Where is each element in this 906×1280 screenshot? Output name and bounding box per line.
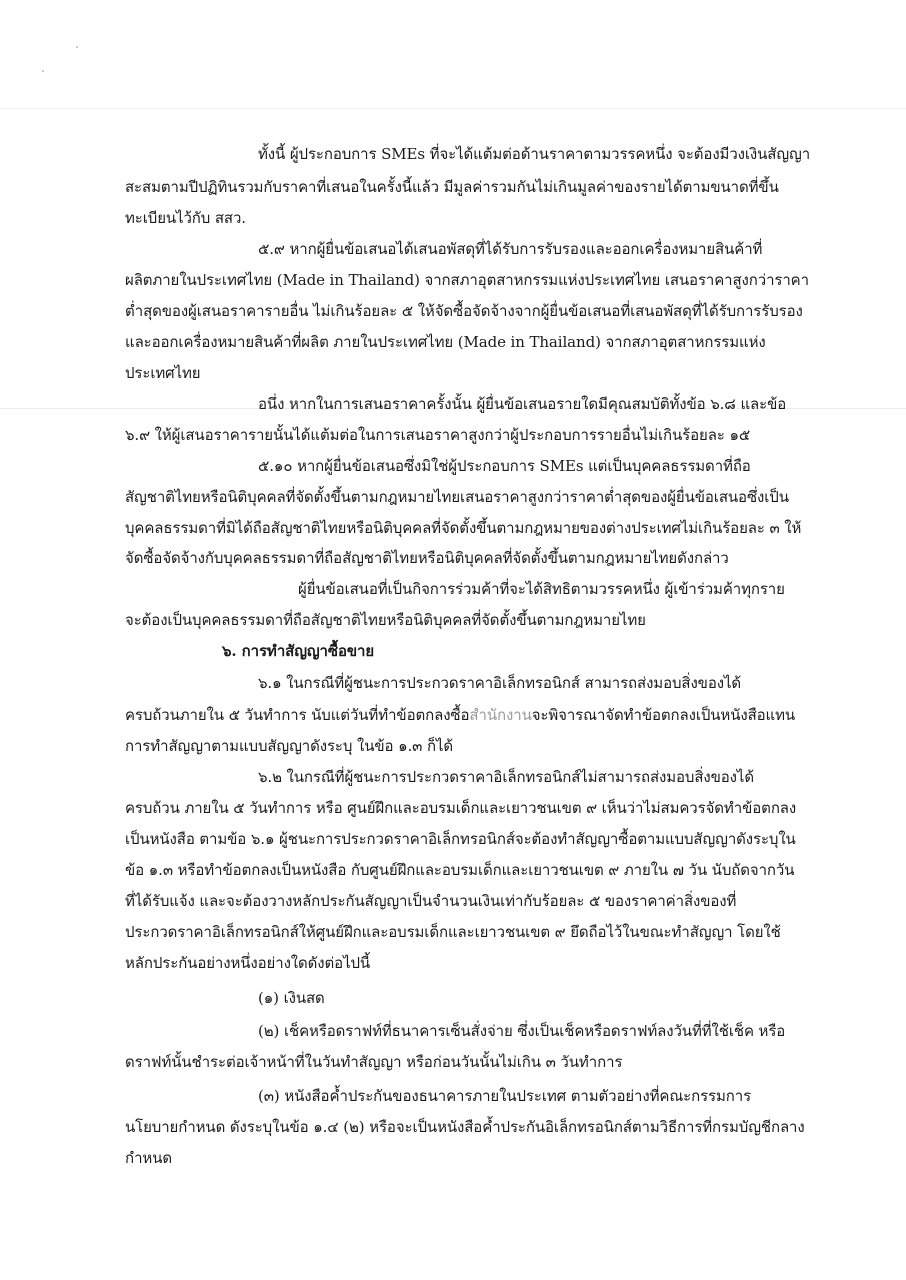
text-line: นโยบายกำหนด ดังระบุในข้อ ๑.๔ (๒) หรือจะเป็นหนังสือค้ำประกันอิเล็กทรอนิกส์ตามวิธีการที่กรมบัญชีกลาง <box>125 1118 805 1136</box>
text-line: ๕.๙ หากผู้ยื่นข้อเสนอได้เสนอพัสดุที่ได้รับการรับรองและออกเครื่องหมายสินค้าที่ <box>258 240 763 258</box>
text-line: (๓) หนังสือค้ำประกันของธนาคารภายในประเทศ ตามตัวอย่างที่คณะกรรมการ <box>258 1087 752 1105</box>
text-segment: ครบถ้วนภายใน ๕ วันทำการ นับแต่วันที่ทำข้อตกลงซื้อ <box>125 706 470 724</box>
text-line: การทำสัญญาตามแบบสัญญาดังระบุ ในข้อ ๑.๓ ก็ได้ <box>125 737 454 755</box>
text-line: จะต้องเป็นบุคคลธรรมดาที่ถือสัญชาติไทยหรือนิติบุคคลที่จัดตั้งขึ้นตามกฎหมายไทย <box>125 611 646 629</box>
text-line: และออกเครื่องหมายสินค้าที่ผลิต ภายในประเทศไทย (Made in Thailand) จากสภาอุตสาหกรรมแห่ง <box>125 333 766 351</box>
text-line: ข้อ ๑.๓ หรือทำข้อตกลงเป็นหนังสือ กับศูนย์ฝึกและอบรมเด็กและเยาวชนเขต ๙ ภายใน ๗ วัน นับถัดจากวัน <box>125 861 795 879</box>
text-line: ๕.๑๐ หากผู้ยื่นข้อเสนอซึ่งมิใช่ผู้ประกอบการ SMEs แต่เป็นบุคคลธรรมดาที่ถือ <box>258 457 751 475</box>
text-line: สัญชาติไทยหรือนิติบุคคลที่จัดตั้งขึ้นตามกฎหมายไทยเสนอราคาสูงกว่าราคาต่ำสุดของผู้ยื่นข้อเสนอซึ่งเป็น <box>125 488 789 506</box>
scan-speck <box>42 70 44 72</box>
text-line: บุคคลธรรมดาที่มิได้ถือสัญชาติไทยหรือนิติบุคคลที่จัดตั้งขึ้นตามกฎหมายของต่างประเทศไม่เกินร้อยละ ๓ ให้ <box>125 519 802 537</box>
text-line: จัดซื้อจัดจ้างกับบุคคลธรรมดาที่ถือสัญชาติไทยหรือนิติบุคคลที่จัดตั้งขึ้นตามกฎหมายไทยดังกล่าว <box>125 549 729 567</box>
text-line: ที่ได้รับแจ้ง และจะต้องวางหลักประกันสัญญาเป็นจำนวนเงินเท่ากับร้อยละ ๕ ของราคาค่าสิ่งของที่ <box>125 892 737 910</box>
text-line: ๖.๒ ในกรณีที่ผู้ชนะการประกวดราคาอิเล็กทรอนิกส์ไม่สามารถส่งมอบสิ่งของได้ <box>258 768 754 786</box>
text-line: ผลิตภายในประเทศไทย (Made in Thailand) จากสภาอุตสาหกรรมแห่งประเทศไทย เสนอราคาสูงกว่าราคา <box>125 271 809 289</box>
text-line: ผู้ยื่นข้อเสนอที่เป็นกิจการร่วมค้าที่จะได้สิทธิตามวรรคหนึ่ง ผู้เข้าร่วมค้าทุกราย <box>298 580 785 598</box>
text-segment-faint: สำนักงาน <box>469 706 532 724</box>
text-line: ๖.๑ ในกรณีที่ผู้ชนะการประกวดราคาอิเล็กทรอนิกส์ สามารถส่งมอบสิ่งของได้ <box>258 674 742 692</box>
text-segment: จะพิจารณาจัดทำข้อตกลงเป็นหนังสือแทน <box>531 706 796 724</box>
text-line: ดราฟท์นั้นชำระต่อเจ้าหน้าที่ในวันทำสัญญา หรือก่อนวันนั้นไม่เกิน ๓ วันทำการ <box>125 1053 623 1071</box>
text-line: เป็นหนังสือ ตามข้อ ๖.๑ ผู้ชนะการประกวดราคาอิเล็กทรอนิกส์จะต้องทำสัญญาซื้อตามแบบสัญญาดังระบุใน <box>125 830 796 848</box>
text-line: สะสมตามปีปฏิทินรวมกับราคาที่เสนอในครั้งนี้แล้ว มีมูลค่ารวมกันไม่เกินมูลค่าของรายได้ตามขนาดที่ขึ้น <box>125 178 779 196</box>
text-line: ครบถ้วน ภายใน ๕ วันทำการ หรือ ศูนย์ฝึกและอบรมเด็กและเยาวชนเขต ๙ เห็นว่าไม่สมควรจัดทำข้อตกลง <box>125 799 797 817</box>
text-line: ทะเบียนไว้กับ สสว. <box>125 209 246 227</box>
text-line: ๖.๙ ให้ผู้เสนอราคารายนั้นได้แต้มต่อในการเสนอราคาสูงกว่าผู้ประกอบการรายอื่นไม่เกินร้อยละ ๑๕ <box>125 426 751 444</box>
text-line: หลักประกันอย่างหนึ่งอย่างใดดังต่อไปนี้ <box>125 954 371 972</box>
section-heading: ๖. การทำสัญญาซื้อขาย <box>222 642 375 660</box>
text-line: ต่ำสุดของผู้เสนอราคารายอื่น ไม่เกินร้อยละ ๕ ให้จัดซื้อจัดจ้างจากผู้ยื่นข้อเสนอที่เสนอพัสดุที่ได้รับการรับรอง <box>125 302 803 320</box>
text-line: ทั้งนี้ ผู้ประกอบการ SMEs ที่จะได้แต้มต่อด้านราคาตามวรรคหนึ่ง จะต้องมีวงเงินสัญญา <box>258 145 811 163</box>
scan-speck <box>76 46 78 48</box>
scan-artifact-line <box>0 108 906 109</box>
text-line: กำหนด <box>125 1149 172 1167</box>
text-line: (๒) เช็คหรือดราฟท์ที่ธนาคารเซ็นสั่งจ่าย ซึ่งเป็นเช็คหรือดราฟท์ลงวันที่ที่ใช้เช็ค หรือ <box>258 1022 786 1040</box>
text-line: ประเทศไทย <box>125 364 201 382</box>
text-line <box>125 704 795 726</box>
text-line: ประกวดราคาอิเล็กทรอนิกส์ให้ศูนย์ฝึกและอบรมเด็กและเยาวชนเขต ๙ ยึดถือไว้ในขณะทำสัญญา โดยใช้ <box>125 923 781 941</box>
text-line: อนึ่ง หากในการเสนอราคาครั้งนั้น ผู้ยื่นข้อเสนอรายใดมีคุณสมบัติทั้งข้อ ๖.๘ และข้อ <box>258 395 787 413</box>
text-line: (๑) เงินสด <box>258 989 325 1007</box>
